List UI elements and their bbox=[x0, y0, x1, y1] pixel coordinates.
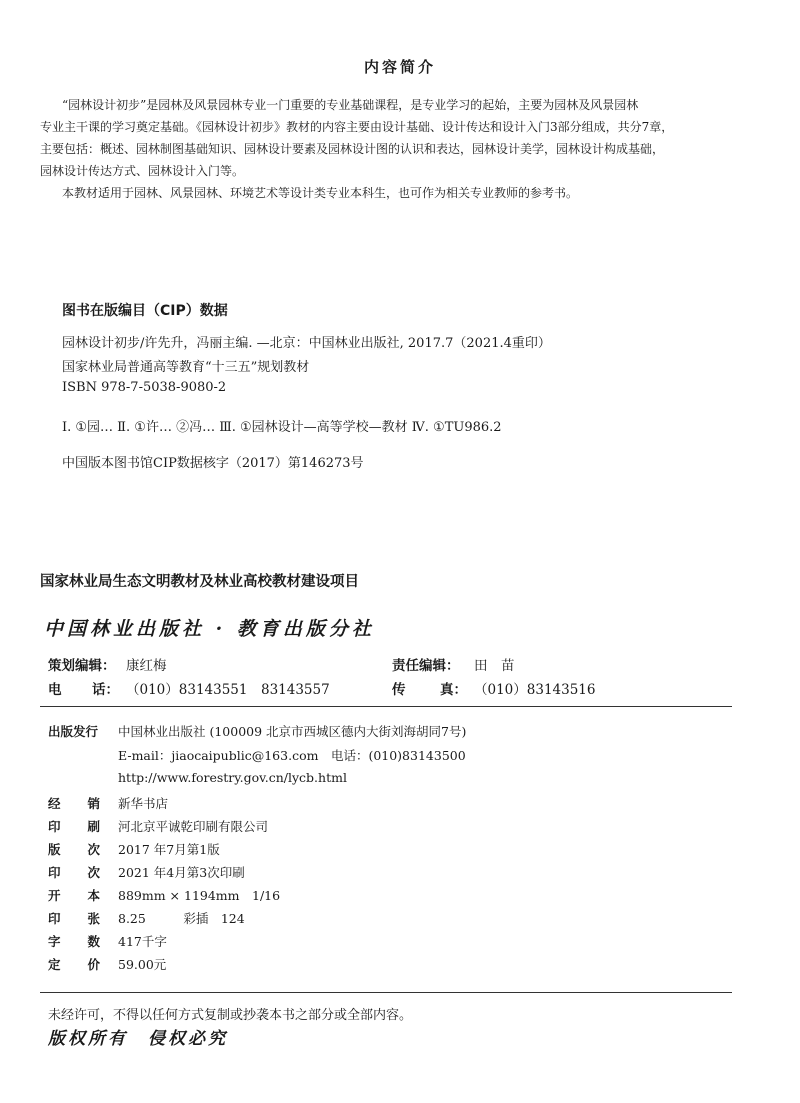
pub-row-label-b: 销 bbox=[87, 796, 100, 811]
phone-value: （010）83143551 83143557 bbox=[126, 682, 330, 698]
pub-row-label bbox=[48, 909, 100, 927]
pub-row-value: 417千字 bbox=[118, 934, 167, 949]
pub-row-value: 河北京平诚乾印刷有限公司 bbox=[118, 819, 269, 834]
planning-editor-label: 策划编辑： bbox=[48, 658, 116, 674]
copyright-notice: 未经许可，不得以任何方式复制或抄袭本书之部分或全部内容。 bbox=[48, 1008, 413, 1023]
distributor-value: 中国林业出版社 (100009 北京市西城区德内大街刘海胡同7号) bbox=[118, 724, 467, 739]
pub-row-label bbox=[48, 863, 100, 881]
intro-heading: 内容简介 bbox=[363, 58, 436, 76]
cip-line-1: 园林设计初步/许先升，冯丽主编. —北京：中国林业出版社, 2017.7（2021.4重印） bbox=[62, 336, 551, 351]
pub-row-label bbox=[48, 817, 100, 835]
pub-row-label-a: 字 bbox=[48, 934, 61, 949]
pub-row-label bbox=[48, 886, 100, 904]
pub-row-label-a: 印 bbox=[48, 819, 61, 834]
pub-row-value: 新华书店 bbox=[118, 796, 169, 811]
responsible-editor-label: 责任编辑： bbox=[392, 658, 460, 674]
intro-line-4: 园林设计传达方式、园林设计入门等。 bbox=[40, 164, 245, 178]
pub-row-value: 889mm × 1194mm 1/16 bbox=[118, 888, 281, 903]
pub-row-label-b: 次 bbox=[87, 842, 100, 857]
pub-row-label-a: 印 bbox=[48, 865, 61, 880]
pub-row-label-a: 定 bbox=[48, 957, 61, 972]
pub-row-label bbox=[48, 955, 100, 973]
pub-row-label-a: 版 bbox=[48, 842, 61, 857]
cip-classification: Ⅰ. ①园… Ⅱ. ①许… ②冯… Ⅲ. ①园林设计—高等学校—教材 Ⅳ. ①TU986.2 bbox=[62, 420, 502, 435]
responsible-editor-value: 田 苗 bbox=[474, 658, 515, 674]
pub-row-value: 2021 年4月第3次印刷 bbox=[118, 865, 245, 880]
pub-row-label-b: 价 bbox=[87, 957, 100, 972]
project-title: 国家林业局生态文明教材及林业高校教材建设项目 bbox=[40, 573, 359, 590]
cip-line-2: 国家林业局普通高等教育“十三五”规划教材 bbox=[62, 360, 310, 375]
pub-row-label-b: 本 bbox=[87, 888, 100, 903]
pub-row-label-a: 经 bbox=[48, 796, 61, 811]
pub-row-label-a: 开 bbox=[48, 888, 61, 903]
pub-row-value: 8.25 彩插 124 bbox=[118, 911, 245, 926]
intro-line-3: 主要包括：概述、园林制图基础知识、园林设计要素及园林设计图的认识和表达，园林设计美学，园林设计构成基础， bbox=[40, 142, 665, 156]
email-line: E-mail：jiaocaipublic@163.com 电话：(010)83143500 bbox=[118, 748, 466, 763]
pub-row-label-b: 次 bbox=[87, 865, 100, 880]
fax-value: （010）83143516 bbox=[474, 682, 596, 698]
planning-editor-value: 康红梅 bbox=[126, 658, 167, 674]
divider-bottom bbox=[40, 992, 732, 993]
pub-row-label-a: 印 bbox=[48, 911, 61, 926]
phone-label-a: 电 bbox=[48, 682, 62, 698]
fax-label-b: 真： bbox=[440, 682, 467, 698]
pub-row-value: 59.00元 bbox=[118, 957, 167, 972]
cip-isbn: ISBN 978-7-5038-9080-2 bbox=[62, 380, 227, 395]
rights-reserved: 版权所有 侵权必究 bbox=[48, 1029, 228, 1049]
phone-label-b: 话： bbox=[92, 682, 119, 698]
pub-row-label-b: 张 bbox=[87, 911, 100, 926]
pub-row-label bbox=[48, 932, 100, 950]
divider-top bbox=[40, 706, 732, 707]
pub-row-label bbox=[48, 840, 100, 858]
fax-label-a: 传 bbox=[392, 682, 406, 698]
distributor-label: 出版发行 bbox=[48, 724, 99, 739]
cip-record: 中国版本图书馆CIP数据核字（2017）第146273号 bbox=[62, 456, 364, 471]
pub-row-value: 2017 年7月第1版 bbox=[118, 842, 220, 857]
intro-line-1: “园林设计初步”是园林及风景园林专业一门重要的专业基础课程，是专业学习的起始，主要为园林及风景园林 bbox=[62, 98, 639, 112]
pub-row-label bbox=[48, 794, 100, 812]
website: http://www.forestry.gov.cn/lycb.html bbox=[118, 770, 347, 785]
intro-line-5: 本教材适用于园林、风景园林、环境艺术等设计类专业本科生，也可作为相关专业教师的参考书。 bbox=[62, 186, 579, 200]
cip-heading: 图书在版编目（CIP）数据 bbox=[62, 303, 228, 319]
pub-row-label-b: 刷 bbox=[87, 819, 100, 834]
press-name: 中国林业出版社 · 教育出版分社 bbox=[44, 618, 375, 640]
pub-row-label-b: 数 bbox=[87, 934, 100, 949]
intro-line-2: 专业主干课的学习奠定基础。《园林设计初步》教材的内容主要由设计基础、设计传达和设计入门3部分组成，共分7章， bbox=[40, 120, 674, 134]
